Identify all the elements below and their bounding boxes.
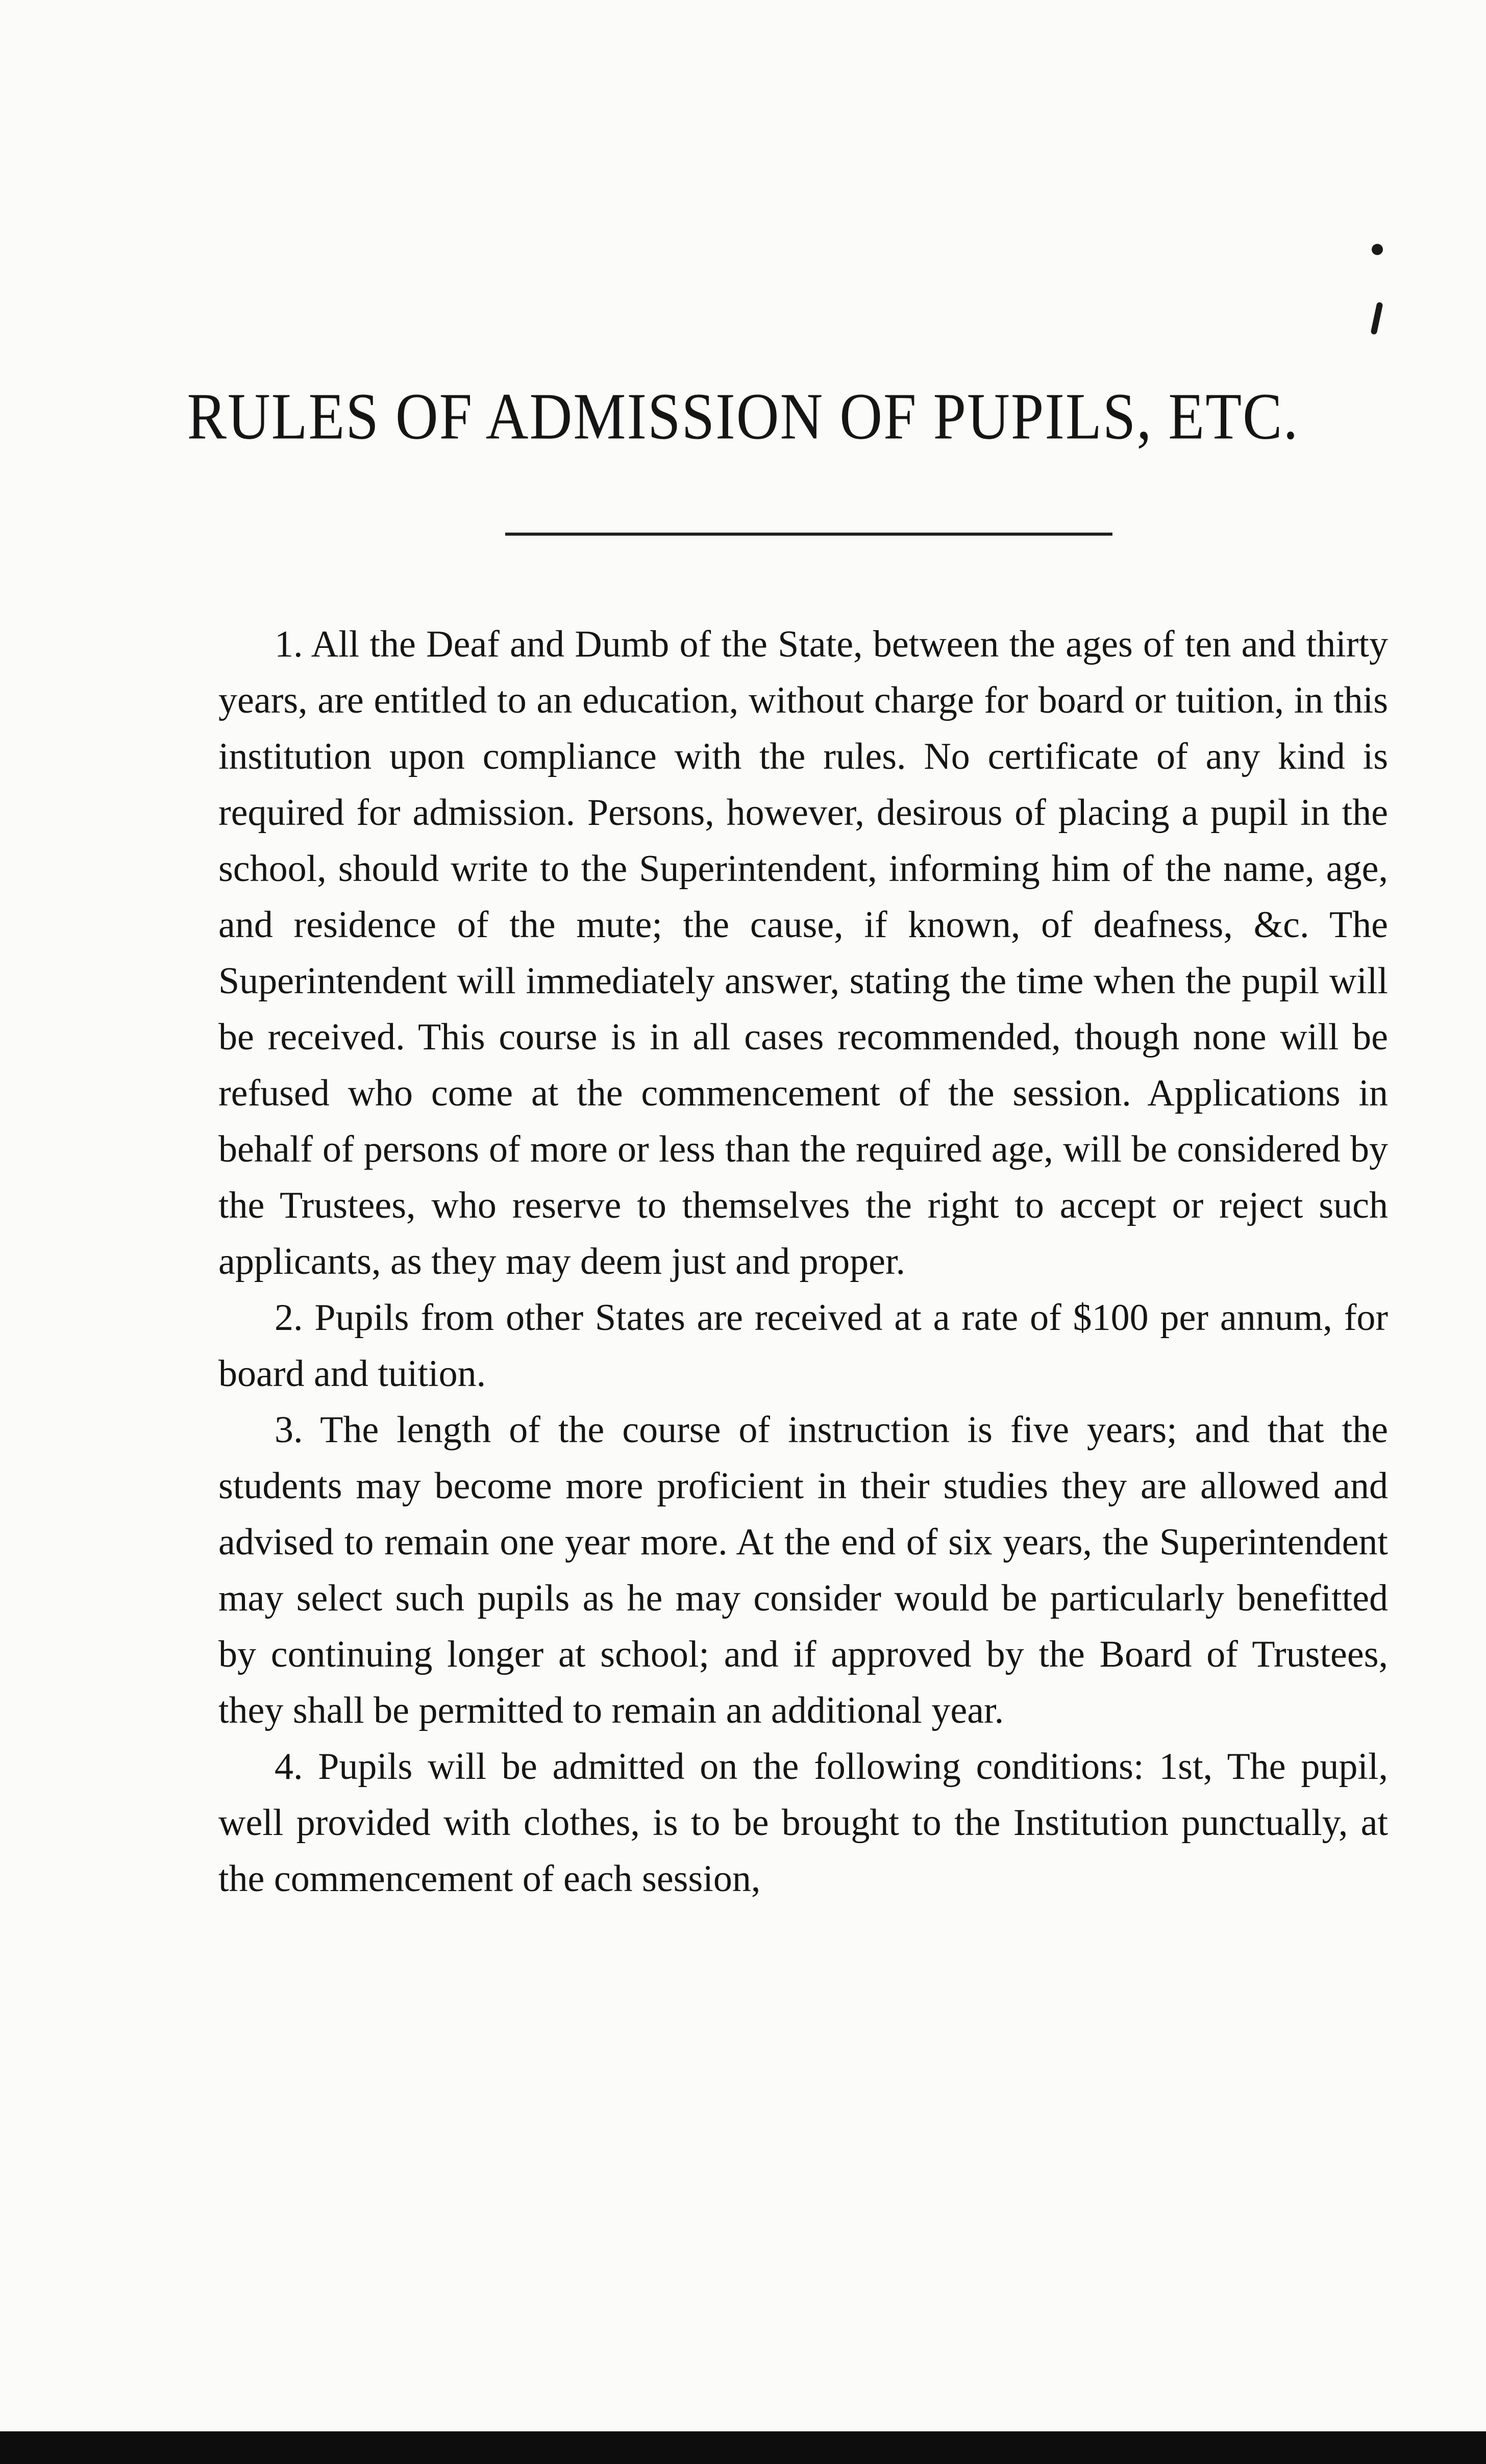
rule-paragraph-3: 3. The length of the course of instruction is five years; and that the students may become more proficient in their studies they are allowed and advised to remain one year more. At the end of six years, the Superintendent may select such pupils as he may consider would be particularly benefitted by continuing longer at school; and if approved by the Board of Trustees, they shall be permitted to remain an additional year. [218, 1409, 1388, 1731]
scan-edge [0, 2431, 1486, 2464]
rules-body [218, 616, 1388, 1907]
ink-mark [1372, 244, 1383, 255]
rule-paragraph-4: 4. Pupils will be admitted on the following conditions: 1st, The pupil, well provided with clothes, is to be brought to the Institution punctually, at the commencement of each session, [218, 1746, 1388, 1900]
rule-paragraph-1: 1. All the Deaf and Dumb of the State, between the ages of ten and thirty years, are entitled to an education, without charge for board or tuition, in this institution upon compliance with the rules. No certificate of any kind is required for admission. Persons, however, desirous of placing a pupil in the school, should write to the Superintendent, informing him of the name, age, and residence of the mute; the cause, if known, of deafness, &c. The Superintendent will immediately answer, stating the time when the pupil will be received. This course is in all cases recommended, though none will be refused who come at the commencement of the session. Applications in behalf of persons of more or less than the required age, will be considered by the Trustees, who reserve to themselves the right to accept or reject such applicants, as they may deem just and proper. [218, 623, 1388, 1283]
ink-mark [1370, 301, 1383, 335]
page-title: RULES OF ADMISSION OF PUPILS, ETC. [187, 380, 1299, 454]
title-divider [505, 533, 1112, 536]
rule-paragraph-2: 2. Pupils from other States are received at a rate of $100 per annum, for board and tuition. [218, 1297, 1388, 1395]
